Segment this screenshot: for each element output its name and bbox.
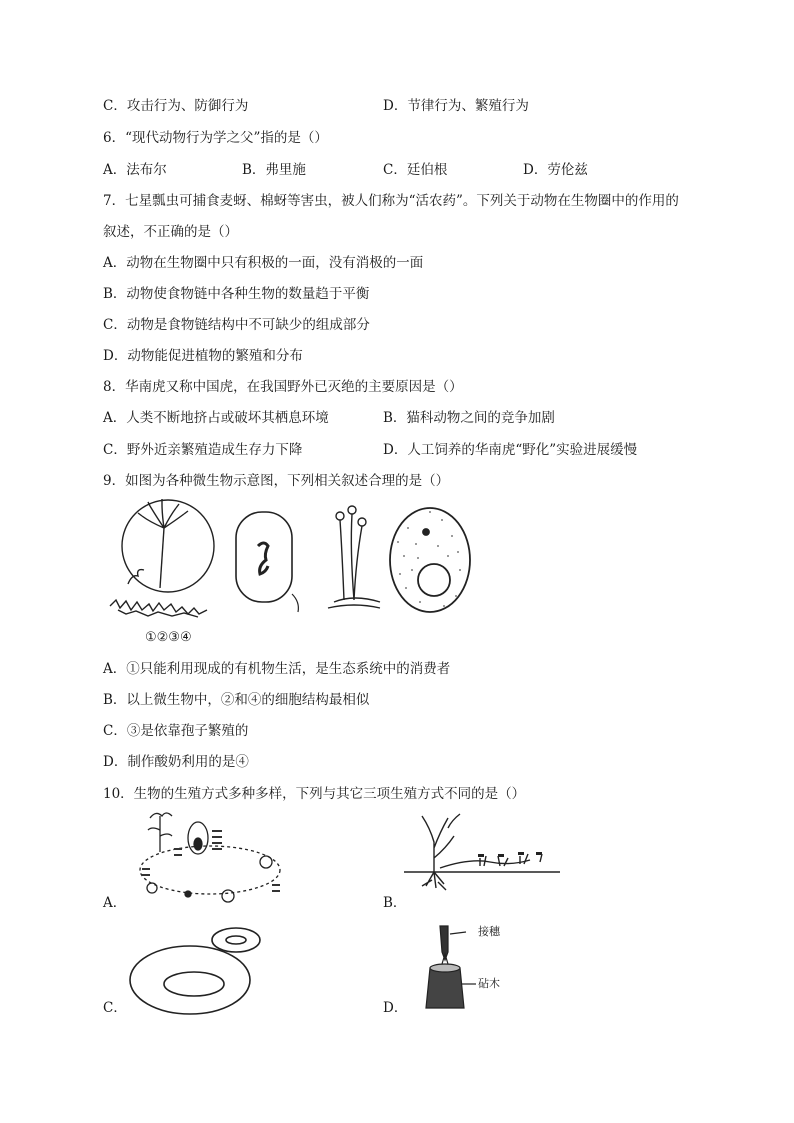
q5-option-d: D．节律行为、繁殖行为 [383,98,529,114]
q7-option-a: A．动物在生物圈中只有积极的一面，没有消极的一面 [103,255,424,271]
q6-option-c: C．廷伯根 [383,162,448,178]
q8-stem: 8．华南虎又称中国虎，在我国野外已灭绝的主要原因是（） [103,379,463,395]
q9-option-b: B．以上微生物中，②和④的细胞结构最相似 [103,692,370,708]
q10-figure-a-plant-life-cycle [128,808,288,908]
q9-figure-microorganisms [108,498,478,628]
q9-option-a: A．①只能利用现成的有机物生活，是生态系统中的消费者 [103,661,451,677]
q9-option-d: D．制作酸奶利用的是④ [103,754,249,770]
q9-option-c: C．③是依靠孢子繁殖的 [103,723,249,739]
q10-label-scion: 接穗 [478,925,500,938]
spore-fungus-drawing [328,506,380,608]
q9-stem: 9．如图为各种微生物示意图，下列相关叙述合理的是（） [103,473,450,489]
q6-option-d: D．劳伦兹 [523,162,588,178]
mold-drawing [110,499,214,617]
q10-figure-b-layering [404,808,560,904]
yeast-drawing [390,508,470,612]
q10-stem: 10．生物的生殖方式多种多样，下列与其它三项生殖方式不同的是（） [103,786,526,802]
q7-stem-line2: 叙述，不正确的是（） [103,224,238,240]
q7-option-d: D．动物能促进植物的繁殖和分布 [103,348,303,364]
q7-stem-line1: 7．七星瓢虫可捕食麦蚜、棉蚜等害虫，被人们称为“活农药”。下列关于动物在生物圈中的作用的 [103,193,679,209]
q10-option-d-label: D． [383,1000,408,1016]
q8-option-a: A．人类不断地挤占或破坏其栖息环境 [103,410,329,426]
q6-option-a: A．法布尔 [103,162,167,178]
q10-figure-c-budding [124,924,276,1020]
q8-option-b: B．猫科动物之间的竞争加剧 [383,410,555,426]
q9-figure-caption: ①②③④ [145,630,192,645]
q10-option-c-label: C． [103,1000,127,1016]
q10-label-stock: 砧木 [478,977,500,990]
bacterium-drawing [236,512,298,612]
q10-option-a-label: A． [103,895,127,911]
q5-option-c: C．攻击行为、防御行为 [103,98,249,114]
q10-option-b-label: B． [383,895,407,911]
q7-option-c: C．动物是食物链结构中不可缺少的组成部分 [103,317,370,333]
q8-option-d: D．人工饲养的华南虎“野化”实验进展缓慢 [383,442,638,458]
yeast-stipple [397,511,461,607]
q6-stem: 6．“现代动物行为学之父”指的是（） [103,130,328,146]
q6-option-b: B．弗里施 [242,162,306,178]
q7-option-b: B．动物使食物链中各种生物的数量趋于平衡 [103,286,370,302]
q8-option-c: C．野外近亲繁殖造成生存力下降 [103,442,303,458]
q10-figure-d-grafting [412,920,532,1016]
